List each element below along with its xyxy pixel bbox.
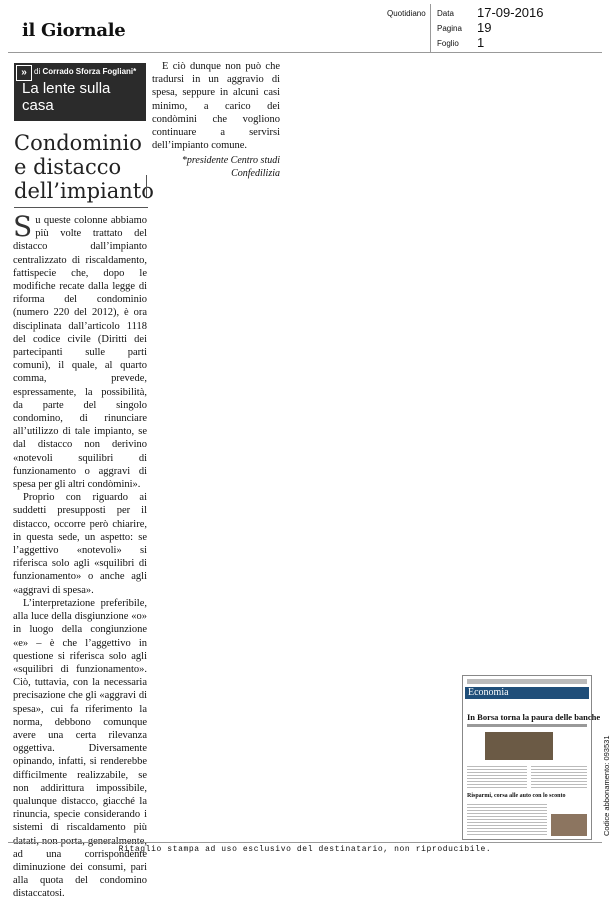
headline-divider-vertical [146,175,147,197]
signature-line-2: Confedilizia [231,168,280,180]
article-column-left [13,210,147,900]
header-rule [8,52,602,53]
author-signature [152,154,280,180]
article-column-right [152,60,280,180]
article-paragraph-4: E ciò dunque non può che tradursi in un aggravio di spesa, seppure in alcuni casi minimo, a carico dei condòmini che vogliono continuare a servirsi dell’impianto comune. [152,61,280,152]
thumbnail-photo [485,732,553,760]
article-paragraph-2: Proprio con riguardo ai suddetti presupposti per il distacco, occorre però chiarire, in questa sede, un aspetto: se l’aggettivo «notevoli» si riferisca solo agli «squilibri di funzionamento» o anche agli «aggravi di spesa». [13,492,147,596]
author-prefix: di [34,67,41,76]
footer-rule [8,842,602,843]
meta-label-sheet: Foglio [437,39,459,48]
newspaper-logo: il Giornale [22,20,126,41]
thumbnail-masthead [467,679,587,684]
thumbnail-section: Economia [468,687,509,698]
thumbnail-subhead: Risparmi, corsa alle auto con lo sconto [467,793,566,799]
article-paragraph-3: L’interpretazione preferibile, alla luce della disgiunzione «o» in luogo della congiunzione «e» – è che l’aggettivo in questione si riferisca solo agli «squilibri di funzionamento». Ciò, tuttavia, con la necessaria precisazione che gli «aggravi di spesa», cui fa riferimento la norma, debbono comunque avere una certa rilevanza oggettiva. Diversamente opinando, infatti, si renderebbe difficilmente realizzabile, se non addirittura impossibile, qualunque distacco, giacché la rinuncia, specie considerando i sistemi di riscaldamento più datati, non porta, generalmente, ad una corrispondente diminuzione dei consumi, pari alla quota del condomino distaccatosi. [13,597,147,900]
thumbnail-photo [551,814,587,836]
paragraph-1-text: u queste colonne abbiamo più volte trattato del distacco dall’impianto centralizzato di riscaldamento, fattispecie che, dopo le modifiche recate dalla legge di riforma del condominio (numero 220 del 2012), è ora disciplinata dall’articolo 1118 del codice civile (Diritti dei partecipanti sulle parti comuni), il quale, al quarto comma, prevede, espressamente, la possibilità, da parte del singolo condomino, di rinunciare all’utilizzo di tale impianto, se dal distacco non derivino «notevoli squilibri di funzionamento o aggravi di spesa per gli altri condòmini». [13,215,147,491]
thumbnail-text-block [467,802,547,836]
author-name: Corrado Sforza Fogliani* [42,67,137,76]
thumbnail-text-block [531,764,587,790]
double-chevron-icon: » [16,65,32,81]
rubric-title: La lente sulla casa [22,80,111,114]
meta-label-page: Pagina [437,24,462,33]
column-rubric [14,63,146,121]
article-paragraph-1 [13,210,147,491]
article-headline: Condominio e distacco dell’impianto [14,131,154,203]
thumbnail-headline: In Borsa torna la paura delle banche [467,712,601,722]
footer-notice: Ritaglio stampa ad uso esclusivo del destinatario, non riproducibile. [118,845,492,854]
thumbnail-section-band [465,687,589,699]
header-divider [430,4,431,52]
meta-value-page: 19 [477,20,492,35]
rubric-author [34,67,136,76]
page-thumbnail [462,675,601,840]
meta-value-date: 17-09-2016 [477,5,544,20]
thumbnail-subline [467,724,587,727]
drop-cap: S [13,210,33,243]
meta-value-sheet: 1 [477,35,485,50]
meta-label-date: Data [437,9,454,18]
subscription-code: Codice abbonamento: 093531 [602,735,611,836]
publication-type: Quotidiano [387,9,426,18]
signature-line-1: *presidente Centro studi [181,155,280,167]
thumbnail-text-block [467,764,527,790]
headline-divider [14,207,148,208]
